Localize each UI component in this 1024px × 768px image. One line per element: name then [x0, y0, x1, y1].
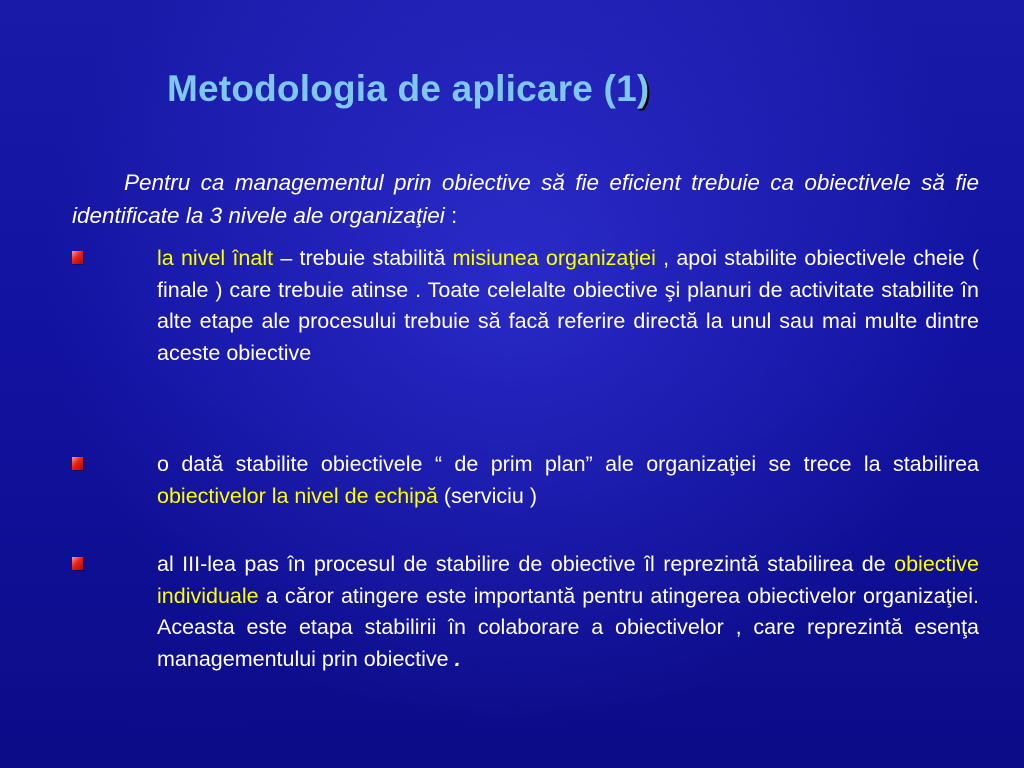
intro-colon: : [444, 203, 458, 228]
bullet-text-part: , apoi stabilite obiectivele cheie ( finale ) care trebuie atinse . Toate celelalte obiective şi planuri de activitate stabilite în alte etape ale procesului trebuie să facă referire directă la unul sau mai multe dintre aceste obiective [157, 246, 979, 365]
highlight-high-level: la nivel înalt [157, 246, 274, 270]
highlight-mission: misiunea organizaţiei [452, 246, 656, 270]
square-bullet-icon [72, 251, 83, 264]
bullet-text [157, 449, 979, 512]
bullet-end-dot: . [454, 646, 461, 671]
highlight-team-objectives: obiectivelor la nivel de echipă [157, 483, 438, 508]
bullet-text-part: al III-lea pas în procesul de stabilire de obiective îl reprezintă stabilirea de [157, 552, 895, 576]
intro-paragraph [72, 166, 979, 232]
bullet-text-part: (serviciu ) [437, 483, 538, 508]
slide-title-text: Metodologia de aplicare (1 [167, 68, 637, 109]
bullet-text [157, 243, 979, 369]
bullet-text-part: a căror atingere este importantă pentru atingerea obiectivelor organizaţiei. Aceasta este etapa stabilirii în colaborare a obiectivelor , care reprezintă esenţa managementului prin obiective [157, 583, 979, 671]
slide-title [167, 68, 649, 110]
bullet-text [157, 549, 979, 675]
square-bullet-icon [72, 557, 83, 570]
slide-title-paren: ) [636, 68, 650, 109]
bullet-text-part: – trebuie stabilită [273, 246, 453, 270]
square-bullet-icon [72, 457, 83, 470]
bullet-text-part: o dată stabilite obiectivele “ de prim plan” ale organizaţiei se trece la stabilirea [157, 452, 979, 476]
intro-text: Pentru ca managementul prin obiective să fie eficient trebuie ca obiectivele să fie identificate la 3 nivele ale organizaţiei [72, 170, 979, 228]
highlight-individual-objectives: obiective individuale [157, 552, 979, 608]
